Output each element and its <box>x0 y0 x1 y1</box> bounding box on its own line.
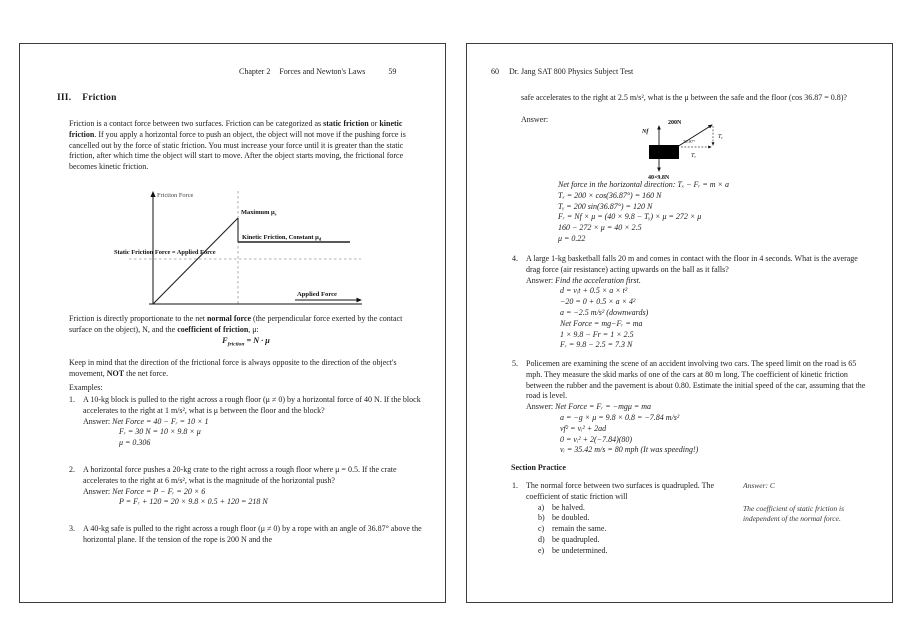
answer-label: Answer: <box>521 115 549 124</box>
option-text: be quadrupled. <box>552 534 600 544</box>
answer-label: Answer: <box>83 416 111 426</box>
header-title: Dr. Jang SAT 800 Physics Subject Test <box>509 67 634 76</box>
option-letter: b) <box>538 513 545 523</box>
equation-line: −20 = 0 + 0.5 × a × 4² <box>560 297 636 307</box>
header-chapter: Chapter 2 <box>239 67 271 76</box>
option-e <box>538 546 744 557</box>
safe-box <box>649 145 679 159</box>
left-page <box>19 43 446 603</box>
problem-4-text: A large 1-kg basketball falls 20 m and comes in contact with the floor in 4 seconds. What is the average drag force (air resistance) acting upwards on the ball as it falls? <box>526 254 858 274</box>
example-3-text: A 40-kg safe is pulled to the right across a rough floor (μ ≠ 0) by a rope with an angle of 36.87° above the horizontal plane. If the tension of the rope is 200 N and the <box>83 524 422 544</box>
kinetic-label-sub: d <box>318 236 322 242</box>
equation-line: a = −2.5 m/s² (downwards) <box>560 307 649 317</box>
section-practice-heading: Section Practice <box>511 463 566 472</box>
problem-5-text: Policemen are examining the scene of an accident involving two cars. The speed limit on the road is 65 mph. They measure the skid marks of one of the cars at 80 m long. The coefficient of kinetic friction between the rubber and the pavement is about 0.80. Estimate the initial speed of the car, assuming that the road is level. <box>526 359 866 401</box>
intro-text: or <box>368 119 380 128</box>
equation-line: Tₓ = 200 × cos(36.87°) = 160 N <box>558 190 662 200</box>
problem-4-number: 4. <box>512 254 518 263</box>
bold-normal-force: normal force <box>206 314 252 323</box>
question-1-number: 1. <box>512 481 518 490</box>
equation-line: Fᵣ = 9.8 − 2.5 = 7.3 N <box>560 340 633 350</box>
answer-label: Answer: <box>526 402 554 412</box>
example-3-number: 3. <box>69 524 75 533</box>
option-c <box>538 524 744 535</box>
answer-equation: Net Force = P − Fᵣ = 20 × 6 <box>112 486 206 496</box>
example-3 <box>69 524 425 546</box>
option-letter: e) <box>538 545 545 555</box>
ty-label: Tᵧ <box>718 134 723 140</box>
equation-line: d = vᵢt + 0.5 × a × t² <box>560 286 628 296</box>
intro-text: . If you apply a horizontal force to push an object, the object will not move if the pushing force is cancelled out by the force of static friction. You must increase your force until it is greater than the static friction, after which time the object will start to move. After the object starts moving, the frictional force becomes kinetic friction. <box>69 129 406 172</box>
equation-line: Net force in the horizontal direction: Tₓ − Fᵣ = m × a <box>558 180 729 189</box>
example-2-number: 2. <box>69 465 75 474</box>
equation-line: vf² = vᵢ² + 2ad <box>560 423 607 433</box>
equation-line: 0 = vᵢ² + 2(−7.84)(80) <box>560 434 633 444</box>
problem-3-continuation: safe accelerates to the right at 2.5 m/s², what is the μ between the safe and the floor (cos 36.87 = 0.8)? <box>521 93 847 102</box>
equation-line: Fᵣ = 30 N = 10 × 9.8 × μ <box>119 427 201 437</box>
equation-line: Tᵧ = 200 sin(36.87°) = 120 N <box>558 201 653 211</box>
equation-line: μ = 0.22 <box>558 233 586 243</box>
problem-5 <box>512 359 874 456</box>
static-friction-line <box>153 218 238 304</box>
section-numeral: III. <box>57 93 72 103</box>
free-body-diagram <box>639 117 749 185</box>
weight-label: 40×9.8N <box>648 175 670 181</box>
equation-line: 160 − 272 × μ = 40 × 2.5 <box>558 223 642 233</box>
example-2-text: A horizontal force pushes a 20-kg crate to the right across a rough floor where μ = 0.5. If the crate accelerates to the right at 6 m/s², what is the magnitude of the horizontal push? <box>83 465 397 485</box>
example-1-text: A 10-kg block is pulled to the right across a rough floor (μ ≠ 0) by a horizontal force of 40 N. If the block accelerates to the right at 1 m/s², what is μ between the floor and the block? <box>83 395 421 415</box>
right-page-header <box>491 67 633 76</box>
option-d <box>538 535 744 546</box>
normal-force-label: Nf <box>642 129 649 135</box>
section-title-text: Friction <box>82 93 117 103</box>
equation-line: μ = 0.306 <box>119 438 151 448</box>
question-1-answer-key: Answer: C <box>743 481 775 490</box>
equation-line: Fᵣ = Nf × μ = (40 × 9.8 − Tᵧ) × μ = 272 × μ <box>558 212 702 222</box>
formula-rest: = N · μ <box>244 336 270 345</box>
option-text: remain the same. <box>552 524 607 534</box>
bold-static-friction: static friction <box>323 119 369 128</box>
equation-line: a = −g × μ = 9.8 × 0.8 = −7.84 m/s² <box>560 412 680 422</box>
formula-subscript: friction <box>227 341 245 348</box>
equation-line: 1 × 9.8 − Fr = 1 × 2.5 <box>560 329 634 339</box>
keep-text: the net force. <box>124 368 169 378</box>
proportional-paragraph <box>69 314 423 336</box>
option-text: be halved. <box>552 502 585 512</box>
x-axis-label: Applied Force <box>297 291 337 298</box>
option-letter: d) <box>538 534 545 544</box>
example-1-answer <box>83 417 425 428</box>
option-b <box>538 513 744 524</box>
answer-label: Answer: <box>526 275 554 285</box>
option-a <box>538 503 744 514</box>
problem-5-number: 5. <box>512 359 518 368</box>
page-number: 59 <box>388 67 397 76</box>
option-text: be doubled. <box>552 513 590 523</box>
maximum-mu-label <box>241 209 277 217</box>
right-page <box>466 43 893 603</box>
equation-line: vᵢ = 35.42 m/s = 80 mph (It was speeding!) <box>560 445 699 455</box>
equation-line: Net Force = mg−Fᵣ = ma <box>560 318 643 328</box>
intro-text: Friction is a contact force between two surfaces. Friction can be categorized as <box>69 119 324 128</box>
example-1-number: 1. <box>69 395 75 404</box>
equation-line: P = Fᵣ + 120 = 20 × 9.8 × 0.5 + 120 = 218 N <box>119 497 268 507</box>
examples-heading: Examples: <box>69 383 103 392</box>
prop-text: , μ: <box>248 324 259 334</box>
answer-equation: Net Force = Fᵣ = −mgμ = ma <box>555 402 652 412</box>
friction-vs-applied-force-graph <box>106 183 368 313</box>
option-text: be undetermined. <box>552 545 608 555</box>
option-letter: c) <box>538 524 545 534</box>
y-axis-label: Friction Force <box>157 192 194 199</box>
question-1-text: The normal force between two surfaces is quadrupled. The coefficient of static friction will <box>526 481 715 501</box>
kinetic-friction-label <box>242 234 322 242</box>
answer-equation: Net Force = 40 − Fᵣ = 10 × 1 <box>112 416 209 426</box>
problem-5-answer <box>526 402 874 413</box>
angle-label: 36.87° <box>683 139 696 144</box>
maximum-label-text: Maximum μ <box>241 209 275 216</box>
problem-4-answer <box>526 276 874 287</box>
header-section: Forces and Newton's Laws <box>279 67 366 76</box>
practice-question-1 <box>512 481 744 557</box>
example-2-answer <box>83 487 425 498</box>
keep-in-mind-paragraph <box>69 358 423 380</box>
question-1-options <box>538 503 744 557</box>
question-1-explanation: The coefficient of static friction is independent of the normal force. <box>743 504 845 523</box>
kinetic-label-text: Kinetic Friction, Constant μ <box>242 234 319 241</box>
keep-text: Keep in mind that the direction of the frictional force is always opposite to the direction of the object's movement, <box>69 358 397 378</box>
answer-note: Find the acceleration first. <box>555 275 641 285</box>
bold-coefficient: coefficient of friction <box>177 324 249 334</box>
friction-formula <box>69 336 423 348</box>
problem-4 <box>512 254 874 351</box>
intro-paragraph <box>69 119 423 173</box>
answer-label: Answer: <box>83 486 111 496</box>
tension-label: 200N <box>668 120 682 126</box>
formula-F: F <box>222 336 228 345</box>
prop-text: (the perpendicular force exerted by the contact surface on the object), N, and the <box>69 314 403 334</box>
bold-not: NOT <box>106 368 125 378</box>
prop-text: Friction is directly proportionate to the net <box>69 314 207 323</box>
bold-kinetic-friction: kinetic friction <box>69 119 403 139</box>
example-2 <box>69 465 425 508</box>
static-equals-applied-label: Static Friction Force = Applied Force <box>114 249 216 256</box>
page-number: 60 <box>491 67 499 76</box>
left-page-header <box>239 67 396 76</box>
problem-3-solution <box>558 180 858 245</box>
tx-label: Tₓ <box>691 153 697 159</box>
example-1 <box>69 395 425 449</box>
option-letter: a) <box>538 502 545 512</box>
maximum-label-sub: s <box>274 211 277 217</box>
section-title <box>57 93 117 103</box>
